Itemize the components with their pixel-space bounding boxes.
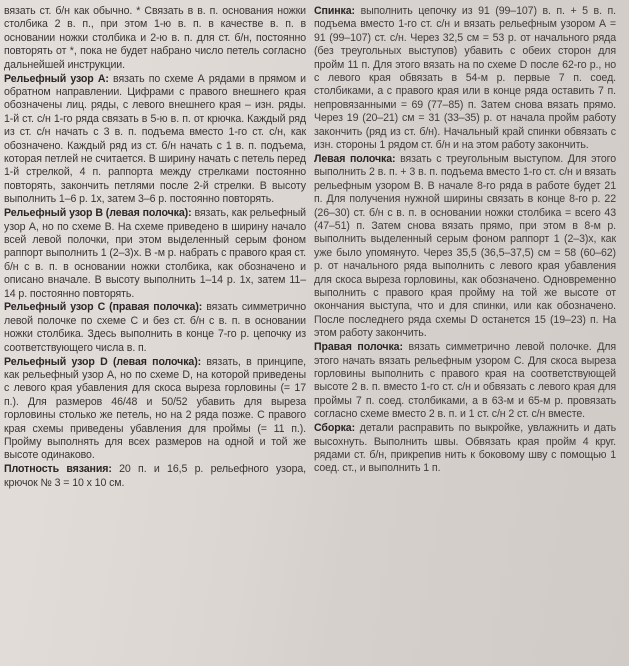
paragraph-right-front	[314, 341, 616, 421]
paragraph-heading: Рельефный узор D (левая полочка):	[4, 355, 202, 368]
paragraph-text: вязать ст. б/н как обычно. * Связать в в. п. основания ножки столбика 2 в. п., при этом 1-ю в. п. в качестве в. п. в основании ножки столбика и 2-ю в. п. для ст. б/н, постоянно повторять от *, пока не будет набрано число петель согласно дальнейшей инструкции.	[4, 5, 306, 71]
paragraph-gauge	[4, 463, 306, 490]
paragraph-pattern-a	[4, 73, 306, 207]
paragraph-back	[314, 5, 616, 152]
paragraph-pattern-b	[4, 207, 306, 301]
paragraph-heading: Рельефный узор С (правая полочка):	[4, 301, 203, 314]
paragraph-left-front	[314, 153, 616, 341]
paragraph-text: вязать по схеме А рядами в прямом и обратном направлении. Цифрами с правого внешнего края обозначены лиц. ряды, с левого внешнего края – изн. ряды. 1-й ст. с/н 1-го ряда связать в 5-ю в. п. от крючка. Каждый ряд из ст. с/н начать с 3 в. п. подъема вместо 1-го ст. с/н, как обозначено. Каждый ряд из ст. б/н начать с 1 в. п. подъема, которая петлей не считается. В ширину начать с петель перед 1-й стрелкой, 4 п. раппорта между стрелками постоянно повторять, закончить петлями после 2-й стрелки. В высоту выполнить 1–6 р. 1х, затем 3–6 р. постоянно повторять.	[4, 72, 306, 206]
paragraph-text: вязать, как рельефный узор А, но по схеме В. На схеме приведено в ширину начало всей левой полочки, при этом выделенный серым фоном раппорт выполнить 1 (2–3)х. В -м р. набрать с правого края ст. б/н с в. п. в основании ножки столбика, как обозначено и описано вначале. В высоту выполнить 1–14 р. 1х, затем 11–14 р. постоянно повторять.	[4, 207, 306, 300]
paragraph-heading: Левая полочка:	[314, 152, 396, 165]
paragraph-text: вязать симметрично левой полочке. Для этого начать вязать рельефным узором С. Для скоса выреза горловины выполнить с правого края на соответствующей высоте 2 в. п. вместо 1-го ст. с/н и обвязать с левого края для проймы 7 п. соед. столбиками, а в 63-м и 65-м р. провязать согласно схеме вместо 2 в. п. и 1 ст. с/н 2 ст. с/н вместе.	[314, 341, 616, 421]
paragraph-heading: Правая полочка:	[314, 341, 403, 354]
left-column	[4, 5, 306, 666]
paragraph-intro-continuation	[4, 5, 306, 72]
paragraph-text: вязать с треугольным выступом. Для этого выполнить 2 в. п. + 3 в. п. подъема вместо 1-го ст. с/н и вязать рельефным узором В. В начале 8-го ряда в работе будет 21 п. Для получения нужной ширины связать в конце 8-го р. 22 (26–30) ст. б/н с в. п. в основании ножки столбика = всего 43 (47–51) п. Затем снова вязать прямо, при этом в 8-м р. выполнить выделенный серым фоном раппорт 1 (2–3)х, как уже было упомянуто. Через 35,5 (36,5–37,5) см = 58 (60–62) р. от начального ряда выполнить с левого края убавления для скоса выреза горловины, как обозначено. Одновременно выполнить с правого края пройму на той же высоте от окончания выступа, что и для спинки, или как обозначено. После последнего ряда схемы D останется 15 (19–23) п. На этом работу закончить.	[314, 152, 616, 340]
paragraph-pattern-d	[4, 356, 306, 463]
paragraph-pattern-c	[4, 301, 306, 355]
paragraph-heading: Спинка:	[314, 5, 355, 17]
paragraph-text: 20 п. и 16,5 р. рельефного узора, крючок № 3 = 10 x 10 см.	[4, 463, 307, 489]
paragraph-text: вязать, в принципе, как рельефный узор А, но по схеме D, на которой приведены с левого края убавления для скоса выреза горловины (= 17 п.). Для размеров 46/48 и 50/52 убавить для выреза горловины столько же петель, но на 2 ряда позже. С правого края схемы приведены убавления для проймы (= 11 п.). Пройму выполнять для всех размеров на одной и той же высоте одинаково.	[4, 355, 306, 462]
paragraph-heading: Сборка:	[314, 422, 356, 435]
paragraph-text: вязать симметрично левой полочке по схеме С и без ст. б/н с в. п. в основании ножки столбика. Здесь выполнить в конце 7-го р. цепочку из соответствующего числа в. п.	[4, 301, 306, 354]
paragraph-text: детали расправить по выкройке, увлажнить и дать высохнуть. Выполнить швы. Обвязать края пройм 4 круг. рядами ст. б/н, прикрепив нить к боковому шву с помощью 1 соед. ст., и выполнить 1 п.	[314, 422, 617, 475]
paragraph-assembly	[314, 422, 616, 476]
paragraph-text: выполнить цепочку из 91 (99–107) в. п. + 5 в. п. подъема вместо 1-го ст. с/н и вязать рельефным узором А = 91 (99–107) ст. с/н. Через 32,5 см = 53 р. от начального ряда (без треугольных выступов) убавить с обеих сторон для пройм 11 п. Для этого вязать на по схеме D после 62-го р., но с левого края обвязать в 54-м р. первые 7 п. соед. столбиками, а с правого края или в конце ряда оставить 7 п. непровязанными = 69 (77–85) п. Затем снова вязать прямо. Через 19 (20–21) см = 31 (33–35) р. от начала пройм работу закончить (ряд из ст. б/н). Начальный край спинки обвязать с изн. стороны 1 рядом ст. б/н и на этом работу закончить.	[314, 5, 616, 152]
right-column	[314, 5, 616, 666]
paragraph-heading: Рельефный узор В (левая полочка):	[4, 207, 192, 220]
paragraph-heading: Рельефный узор А:	[4, 72, 109, 85]
paragraph-heading: Плотность вязания:	[4, 463, 112, 476]
